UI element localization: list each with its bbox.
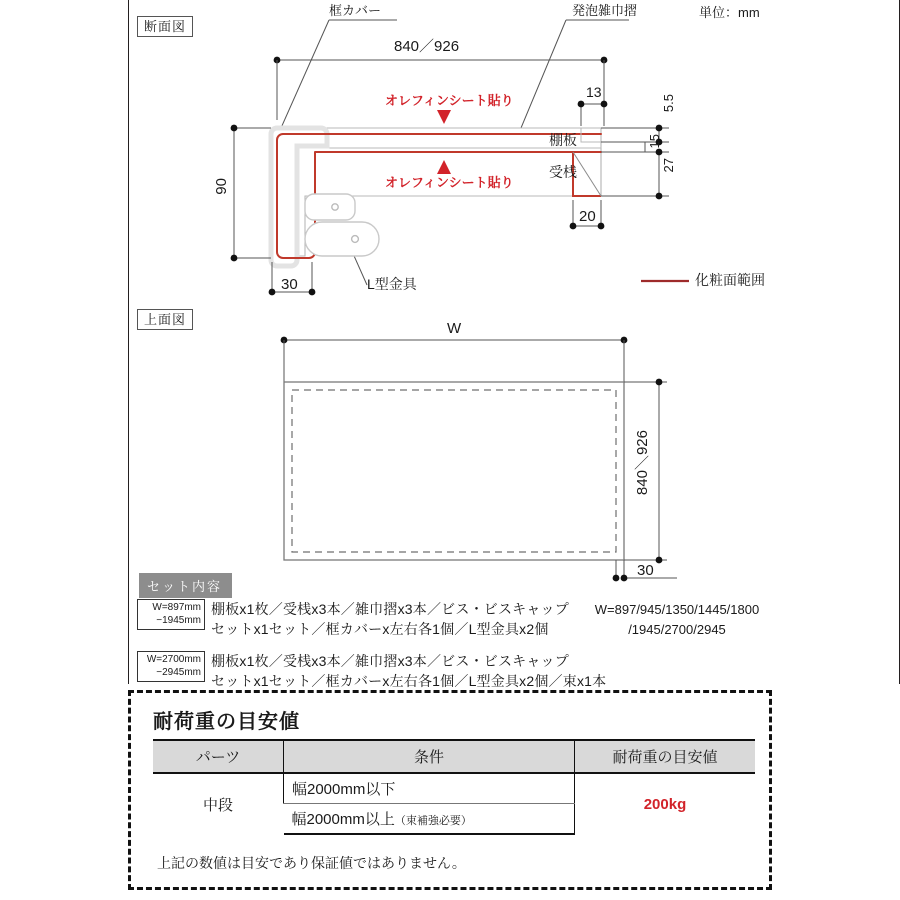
cell-load-value: 200kg [575, 773, 756, 834]
table-row [153, 773, 755, 804]
header-condition: 条件 [284, 740, 575, 773]
width-range-line1: W=897mm [152, 602, 201, 613]
set-contents-line1: 棚板x1枚／受桟x3本／雑巾摺x3本／ビス・ビスキャップ [211, 653, 569, 669]
table-header-row [153, 740, 755, 773]
top-view-tag: 上面図 [137, 309, 193, 330]
dim-label-top-edge-30: 30 [637, 562, 654, 579]
dim-label-15: 15 [647, 134, 662, 149]
cell-part-name: 中段 [202, 796, 233, 814]
dim-label-13: 13 [586, 84, 602, 100]
dim-label-5-5: 5.5 [661, 94, 676, 113]
dim-label-20: 20 [579, 208, 596, 225]
dim-top-width [281, 337, 628, 382]
label-units: 単位：mm [699, 5, 760, 20]
header-parts: パーツ [153, 740, 284, 773]
load-capacity-table [153, 739, 755, 835]
olefin-arrow-top [437, 110, 451, 124]
dim-height-90 [231, 125, 271, 262]
dim-label-overall-width: 840／926 [394, 38, 460, 55]
set-contents-line2: セットx1セット／框カバーx左右各1個／L型金具x2個／束x1本 [211, 673, 607, 690]
header-load-value: 耐荷重の目安値 [575, 740, 756, 773]
dim-label-27: 27 [661, 158, 676, 173]
top-view-outline [284, 382, 624, 560]
drawing-panel [128, 0, 900, 690]
label-frame-cover: 框カバー [329, 3, 382, 18]
dim-label-depth-30: 30 [281, 276, 298, 293]
leader-frame-cover [281, 20, 397, 128]
set-contents-text [211, 651, 606, 692]
set-contents-row [137, 599, 569, 640]
leader-foam-skirt [521, 20, 629, 128]
condition-1-main: 幅2000mm以下 [292, 781, 396, 798]
load-capacity-box [128, 690, 772, 890]
label-l-bracket: L型金具 [367, 276, 417, 292]
label-shelf-board: 棚板 [549, 132, 577, 148]
label-support-rail: 受桟 [549, 164, 577, 180]
set-contents-caption: セット内容 [139, 573, 232, 598]
set-contents-line1: 棚板x1枚／受桟x3本／雑巾摺x3本／ビス・ビスキャップ [211, 601, 569, 617]
label-olefin-top: オレフィンシート貼り [385, 93, 514, 108]
width-options-line2: /1945/2700/2945 [628, 621, 726, 637]
width-options-list [547, 600, 807, 639]
width-options-line1: W=897/945/1350/1445/1800 [594, 602, 760, 617]
label-foam-skirt: 発泡雑巾摺 [572, 3, 638, 18]
dim-label-top-width: W [447, 320, 462, 337]
dim-13 [578, 101, 608, 126]
width-range-badge [137, 651, 205, 682]
width-range-line2: −1945mm [156, 614, 201, 626]
set-contents-text [211, 599, 569, 640]
condition-2-sub: （束補強必要） [394, 815, 472, 827]
width-range-line1: W=2700mm [146, 654, 201, 665]
condition-2-main: 幅2000mm以上 [291, 811, 395, 828]
width-range-line2: −2945mm [156, 666, 201, 678]
dim-label-height-90: 90 [213, 178, 230, 195]
load-capacity-note: 上記の数値は目安であり保証値ではありません。 [157, 855, 466, 871]
dim-label-top-depth: 840／926 [634, 430, 651, 496]
load-capacity-title: 耐荷重の目安値 [153, 711, 300, 733]
l-bracket-plates [305, 194, 379, 256]
set-contents-row [137, 651, 606, 692]
section-view-tag: 断面図 [137, 16, 193, 37]
set-contents-line2: セットx1セット／框カバーx左右各1個／L型金具x2個 [211, 621, 549, 638]
drawing-geometry [129, 0, 900, 684]
legend-label: 化粧面範囲 [695, 272, 765, 288]
label-olefin-bottom: オレフィンシート貼り [385, 175, 514, 190]
cell-condition-2 [284, 804, 575, 835]
width-range-badge [137, 599, 205, 630]
cell-condition-1 [284, 773, 575, 804]
